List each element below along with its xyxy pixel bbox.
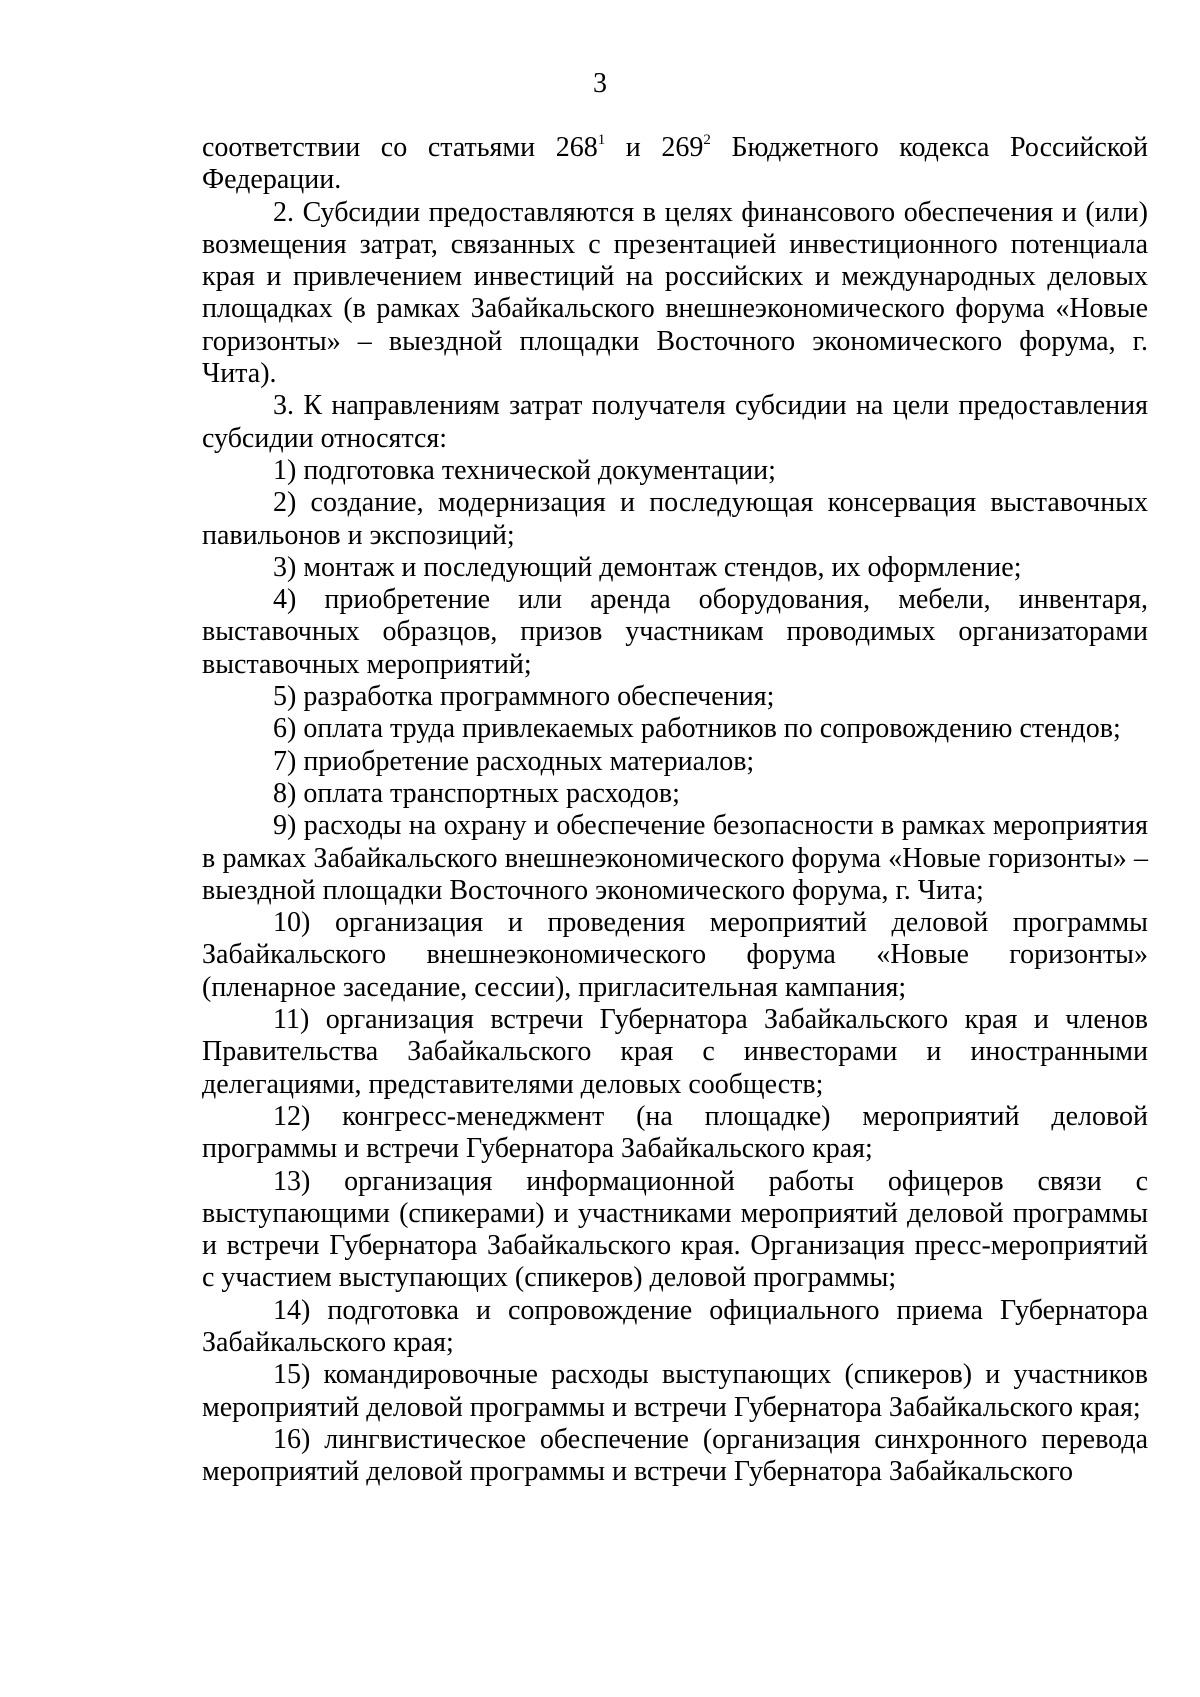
list-item-1: 1) подготовка технической документации; — [273, 454, 776, 486]
list-item-9: 9) расходы на охрану и обеспечение безопасности в рамках мероприятия в рамках Забайкальского внешнеэкономического форума «Новые горизонты» – выездной площадки Восточного экономического форума, г. Чита; — [202, 810, 1148, 906]
continuation-text-end: Бюджетного кодекса Российской Федерации. — [202, 132, 1149, 196]
list-item-7: 7) приобретение расходных материалов; — [273, 745, 755, 777]
list-item-14: 14) подготовка и сопровождение официального приема Губернатора Забайкальского края; — [202, 1294, 1148, 1358]
superscript-1: 1 — [597, 132, 606, 148]
continuation-paragraph — [202, 132, 1148, 197]
list-item-11: 11) организация встречи Губернатора Забайкальского края и членов Правительства Забайкальского края с инвесторами и иностранными делегациями, представителями деловых сообществ; — [202, 1004, 1148, 1100]
page-number: 3 — [593, 68, 607, 99]
list-item-15: 15) командировочные расходы выступающих (спикеров) и участников мероприятий деловой программы и встречи Губернатора Забайкальского края; — [202, 1359, 1148, 1423]
paragraph-2: 2. Субсидии предоставляются в целях финансового обеспечения и (или) возмещения затрат, связанных с презентацией инвестиционного потенциала края и привлечением инвестиций на российских и международных деловых площадках (в рамках Забайкальского внешнеэкономического форума «Новые горизонты» – выездной площадки Восточного экономического форума, г. Чита). — [202, 196, 1148, 390]
superscript-2: 2 — [703, 132, 711, 148]
paragraph-3: 3. К направлениям затрат получателя субсидии на цели предоставления субсидии относятся: — [202, 390, 1148, 454]
list-item-5: 5) разработка программного обеспечения; — [273, 681, 775, 713]
document-body — [202, 132, 1148, 1488]
list-item-16: 16) лингвистическое обеспечение (организация синхронного перевода мероприятий деловой программы и встречи Губернатора Забайкальского — [202, 1423, 1148, 1488]
list-item-3: 3) монтаж и последующий демонтаж стендов, их оформление; — [273, 551, 1022, 583]
list-item-13: 13) организация информационной работы офицеров связи с выступающими (спикерами) и участниками мероприятий деловой программы и встречи Губернатора Забайкальского края. Организация пресс-мероприятий с участием выступающих (спикеров) деловой программы; — [202, 1165, 1148, 1294]
continuation-text-start: соответствии со статьями 268 — [202, 132, 598, 163]
continuation-text-mid: и 269 — [605, 132, 704, 163]
list-item-4: 4) приобретение или аренда оборудования, мебели, инвентаря, выставочных образцов, призов участникам проводимых организаторами выставочных мероприятий; — [202, 584, 1148, 680]
list-item-12: 12) конгресс-менеджмент (на площадке) мероприятий деловой программы и встречи Губернатора Забайкальского края; — [202, 1100, 1148, 1165]
list-item-6: 6) оплата труда привлекаемых работников по сопровождению стендов; — [273, 713, 1121, 745]
list-item-8: 8) оплата транспортных расходов; — [273, 777, 680, 809]
list-item-10: 10) организация и проведения мероприятий деловой программы Забайкальского внешнеэкономического форума «Новые горизонты» (пленарное заседание, сессии), пригласительная кампания; — [202, 907, 1148, 1003]
list-item-2: 2) создание, модернизация и последующая консервация выставочных павильонов и экспозиций; — [202, 487, 1148, 551]
